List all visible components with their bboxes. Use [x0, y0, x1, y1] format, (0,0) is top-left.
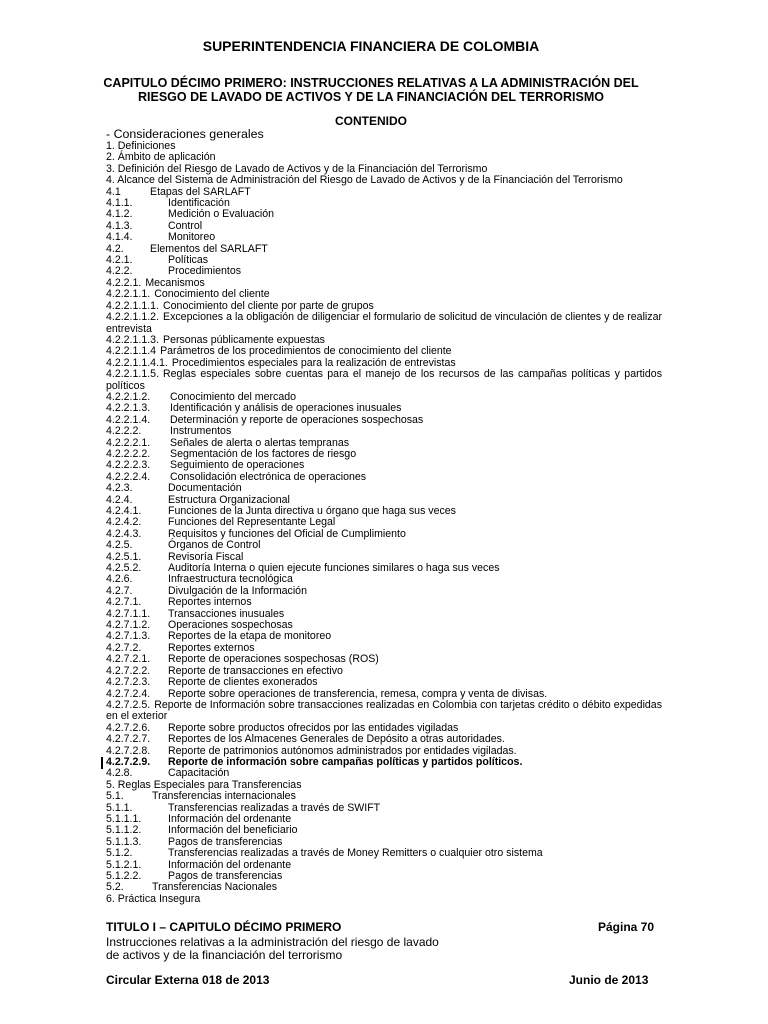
footer-circular: Circular Externa 018 de 2013 — [106, 973, 270, 987]
toc-item-number: 4.2.7.1. — [106, 596, 142, 609]
toc-item-text: Requisitos y funciones del Oficial de Cumplimiento — [168, 527, 406, 540]
toc-item-number: 4.2.7.2.9. — [106, 755, 151, 768]
toc-item-number: 4.2.4.2. — [106, 516, 142, 529]
toc-item-number: 5.1.1.1. — [106, 812, 142, 825]
toc-item-text: Estructura Organizacional — [168, 493, 290, 506]
toc-item-number: 4.2.2.2.4. — [106, 470, 151, 483]
toc-item-number: 4.2.7.2.6. — [106, 721, 151, 734]
toc-item-text: 5. Reglas Especiales para Transferencias — [106, 778, 302, 791]
toc-item-text: Documentación — [168, 482, 242, 495]
toc-item-text: Transacciones inusuales — [168, 607, 285, 620]
toc-item-text: Determinación y reporte de operaciones sospechosas — [170, 413, 424, 426]
toc-item-number: 4.2.2.1.4. — [106, 413, 151, 426]
toc-item-text: 3. Definición del Riesgo de Lavado de Activos y de la Financiación del Terrorismo — [106, 162, 488, 175]
toc-item-number: 4.2.7.2.4. — [106, 687, 151, 700]
toc-item — [106, 369, 662, 392]
chapter-title-line-1: CAPITULO DÉCIMO PRIMERO: INSTRUCCIONES RELATIVAS A LA ADMINISTRACIÓN DEL — [103, 76, 639, 90]
toc-item-number: 4.2.2.1.3. — [106, 402, 151, 415]
toc-item-number: 4.2.7.1.2. — [106, 619, 151, 632]
toc-item-text: Órganos de Control — [168, 539, 261, 552]
toc-item-number: 4.2.7.2. — [106, 641, 142, 654]
toc-item-text: Procedimientos — [168, 265, 242, 278]
toc-item-text: Funciones del Representante Legal — [168, 516, 336, 529]
toc-item-number: 4.2.4.1. — [106, 505, 142, 517]
chapter-title — [0, 76, 742, 104]
toc-item-text: Reporte sobre operaciones de transferencia, remesa, compra y venta de divisas. — [168, 687, 548, 700]
toc-item-number: 4.2. — [106, 242, 124, 255]
contents-heading: CONTENIDO — [335, 114, 407, 128]
toc-item-text: Conocimiento del cliente — [154, 288, 270, 301]
toc-item-text: Control — [168, 219, 203, 232]
toc-item-text: Conocimiento del mercado — [170, 390, 297, 403]
toc-item-text: Reporte de Información sobre transacciones realizadas en Colombia con tarjetas crédito o débito expedidas en el exterior — [106, 698, 662, 723]
toc-item-number: 4.2.7.2.3. — [106, 676, 151, 689]
toc-item-text: Segmentación de los factores de riesgo — [170, 447, 357, 460]
toc-item-text: Reportes internos — [168, 596, 252, 609]
toc-item-text: 2. Ámbito de aplicación — [106, 151, 216, 164]
toc-item-text: Transferencias Nacionales — [152, 881, 278, 894]
toc-item-number: 5.1.1. — [106, 801, 133, 814]
toc-item-number: 4.2.7.1.3. — [106, 630, 151, 643]
toc-item-number: 4.2.2.2. — [106, 425, 142, 438]
toc-item-text: Revisoría Fiscal — [168, 550, 244, 563]
toc-item-text: Reporte de operaciones sospechosas (ROS) — [168, 653, 379, 666]
toc-item-text: 6. Práctica Insegura — [106, 892, 201, 905]
toc-item-number: 5.1.2.2. — [106, 870, 142, 882]
toc-item — [106, 700, 662, 723]
toc-item-number: 4.2.4. — [106, 493, 133, 506]
toc-item-number: 4.2.2. — [106, 265, 133, 278]
table-of-contents — [106, 127, 662, 905]
toc-item-text: Transferencias realizadas a través de Money Remitters o cualquier otro sistema — [168, 847, 543, 860]
toc-item-number: 4.1.3. — [106, 219, 133, 232]
toc-item-text: Excepciones a la obligación de diligenciar el formulario de solicitud de vinculación de clientes y de realizar entrevista — [106, 311, 662, 335]
toc-item-text: Auditoría Interna o quien ejecute funciones similares o haga sus veces — [168, 562, 500, 575]
toc-item-text: Etapas del SARLAFT — [150, 185, 251, 198]
toc-item-text: Transferencias realizadas a través de SWIFT — [168, 801, 381, 814]
footer-description-line-2: de activos y de la financiación del terrorismo — [106, 948, 343, 962]
toc-item-text: Instrumentos — [170, 425, 232, 438]
toc-item-number: 4.2.2.1.1.4 — [106, 345, 157, 358]
toc-item-text: Capacitación — [168, 767, 230, 780]
toc-item-text: Seguimiento de operaciones — [170, 459, 305, 472]
toc-item-number: 4.2.2.2.2. — [106, 447, 151, 460]
toc-item-number: 4.2.2.1. — [106, 276, 142, 289]
page-title: SUPERINTENDENCIA FINANCIERA DE COLOMBIA — [202, 38, 540, 54]
toc-item-text: Pagos de transferencias — [168, 835, 283, 848]
toc-item-number: 4.2.2.1.1.1. — [106, 299, 160, 312]
toc-item-text: Parámetros de los procedimientos de conocimiento del cliente — [160, 345, 452, 358]
toc-item-number: 5.1.1.3. — [106, 835, 142, 848]
toc-item-number: 4.2.2.1.1. — [106, 288, 151, 301]
toc-item-number: 4.2.8. — [106, 767, 133, 780]
toc-item-text: Elementos del SARLAFT — [150, 242, 268, 255]
toc-item-text: Pagos de transferencias — [168, 870, 283, 882]
toc-item-number: 5.1. — [106, 790, 124, 803]
toc-item-text: Personas públicamente expuestas — [163, 333, 325, 346]
toc-item-text: Identificación — [168, 197, 230, 210]
toc-item-text: Conocimiento del cliente por parte de grupos — [163, 299, 374, 312]
toc-item — [106, 312, 662, 335]
toc-item — [106, 894, 662, 905]
toc-item-text: Infraestructura tecnológica — [168, 573, 293, 586]
toc-item-text: Reporte sobre productos ofrecidos por las entidades vigiladas — [168, 721, 459, 734]
toc-item-number: 4.2.3. — [106, 482, 133, 495]
footer-description-line-1: Instrucciones relativas a la administración del riesgo de lavado — [106, 935, 439, 949]
toc-item-number: 4.1 — [106, 185, 121, 198]
toc-item-number: 4.2.2.2.1. — [106, 436, 151, 449]
footer-date: Junio de 2013 — [569, 973, 649, 987]
toc-item-text: Reportes de la etapa de monitoreo — [168, 630, 332, 643]
toc-item-text: Reporte de información sobre campañas políticas y partidos políticos. — [168, 755, 523, 768]
toc-item-number: 4.1.4. — [106, 231, 133, 244]
toc-item-number: 4.2.2.2.3. — [106, 459, 151, 472]
toc-item-number: 4.2.7.2.5. — [106, 698, 151, 711]
toc-item-text: Medición o Evaluación — [168, 208, 274, 221]
toc-item-text: Reporte de transacciones en efectivo — [168, 664, 343, 677]
toc-item-number: 4.2.2.1.1.3. — [106, 333, 160, 346]
footer-title: TITULO I – CAPITULO DÉCIMO PRIMERO — [106, 920, 342, 934]
toc-item-number: 4.2.4.3. — [106, 527, 142, 540]
toc-item-text: Señales de alerta o alertas tempranas — [170, 436, 350, 449]
footer-page-number: Página 70 — [598, 920, 655, 934]
toc-item-text: 4. Alcance del Sistema de Administración del Riesgo de Lavado de Activos y de la Financiación del Terrorismo — [106, 174, 623, 187]
toc-item-text: Operaciones sospechosas — [168, 619, 293, 632]
toc-item-text: Reporte de clientes exonerados — [168, 676, 318, 689]
toc-item-text: Transferencias internacionales — [152, 790, 296, 803]
toc-item-number: 4.2.2.1.1.5. — [106, 368, 160, 381]
toc-item-number: 5.1.2.1. — [106, 858, 142, 871]
toc-item-number: 4.1.1. — [106, 197, 133, 210]
toc-item-number: 4.1.2. — [106, 208, 133, 221]
toc-item-text: Reporte de patrimonios autónomos administrados por entidades vigiladas. — [168, 744, 517, 757]
toc-item-number: 4.2.2.1.2. — [106, 390, 151, 403]
toc-item-text: Información del ordenante — [168, 812, 292, 825]
toc-item-number: 5.1.2. — [106, 847, 133, 860]
toc-item-number: 4.2.7.2.8. — [106, 744, 151, 757]
toc-item-text: Divulgación de la Información — [168, 584, 307, 597]
toc-item-number: 4.2.5.2. — [106, 562, 142, 575]
toc-item-number: 5.2. — [106, 881, 124, 894]
toc-item-number: 4.2.5. — [106, 539, 133, 552]
toc-item-text: Mecanismos — [145, 276, 205, 289]
toc-item-number: 5.1.1.2. — [106, 824, 142, 837]
toc-item-text: Reportes de los Almacenes Generales de Depósito a otras autoridades. — [168, 733, 505, 746]
toc-item-number: 4.2.2.1.1.2. — [106, 311, 160, 324]
chapter-title-line-2: RIESGO DE LAVADO DE ACTIVOS Y DE LA FINANCIACIÓN DEL TERRORISMO — [137, 90, 604, 104]
toc-item-text: Identificación y análisis de operaciones inusuales — [170, 402, 402, 415]
toc-item-number: 4.2.7.2.2. — [106, 664, 151, 677]
toc-item-text: Información del ordenante — [168, 858, 292, 871]
toc-item-number: 4.2.7.2.1. — [106, 653, 151, 666]
toc-item-number: 4.2.5.1. — [106, 550, 142, 563]
toc-item-number: 4.2.7.1.1. — [106, 607, 151, 620]
toc-item-number: 4.2.1. — [106, 254, 133, 267]
toc-item-text: 1. Definiciones — [106, 140, 176, 152]
toc-item-text: Reportes externos — [168, 641, 255, 654]
toc-item-text: - Consideraciones generales — [106, 127, 264, 141]
toc-item-number: 4.2.7.2.7. — [106, 733, 151, 746]
toc-item-text: Consolidación electrónica de operaciones — [170, 470, 367, 483]
toc-item-number: 4.2.6. — [106, 573, 133, 586]
toc-item-text: Funciones de la Junta directiva u órgano que haga sus veces — [168, 505, 456, 517]
toc-item-text: Reglas especiales sobre cuentas para el manejo de los recursos de las campañas políticas y partidos políticos — [106, 368, 662, 392]
toc-item — [106, 127, 662, 141]
toc-item-text: Información del beneficiario — [168, 824, 298, 837]
toc-item-text: Procedimientos especiales para la realización de entrevistas — [171, 356, 456, 369]
toc-item-text: Monitoreo — [168, 231, 216, 244]
toc-item-text: Políticas — [168, 254, 209, 267]
toc-item-number: 4.2.7. — [106, 584, 133, 597]
toc-item-number: 4.2.2.1.1.4.1. — [106, 356, 168, 369]
